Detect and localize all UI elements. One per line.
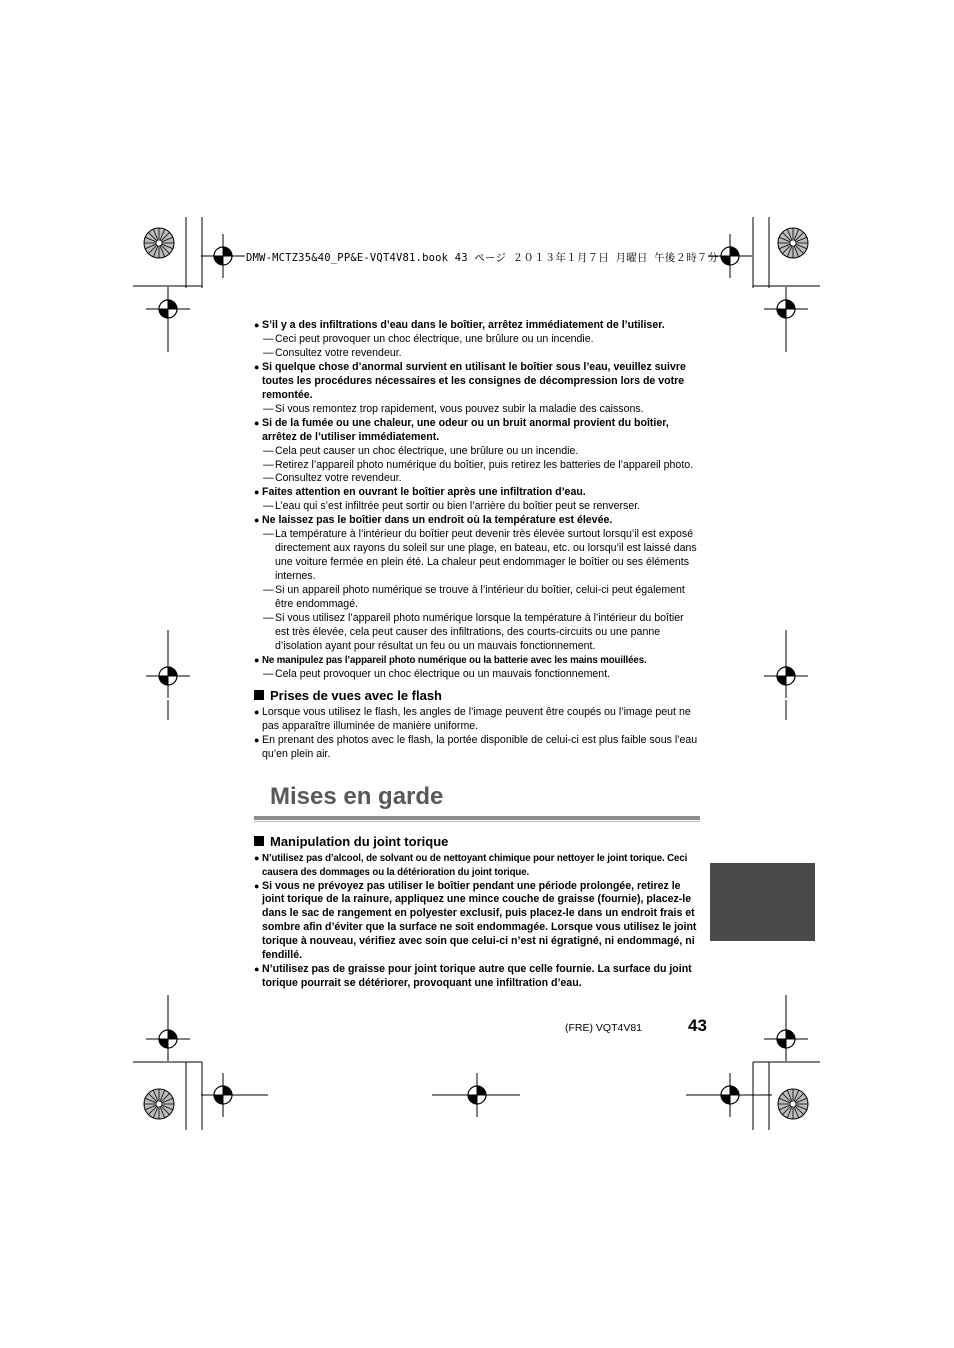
oring-bullet: ● N’utilisez pas d’alcool, de solvant ou de nettoyant chimique pour nettoyer le joint torique. Ceci causera des dommages ou la détérioration du joint torique. [254, 852, 688, 878]
warning-bullet: ● Ne laissez pas le boîtier dans un endroit où la température est élevée. [254, 514, 613, 527]
warning-bullet: ● S’il y a des infiltrations d’eau dans le boîtier, arrêtez immédiatement de l’utiliser. [254, 319, 665, 331]
chapter-tab-block [710, 863, 815, 941]
oring-bullet: ● N’utilisez pas de graisse pour joint torique autre que celle fournie. La surface du joint torique pourrait se détériorer, provoquant une infiltration d’eau. [254, 963, 692, 990]
oring-bullet: ● Si vous ne prévoyez pas utiliser le boîtier pendant une période prolongée, retirez le joint torique de la rainure, appliquez une mince couche de graisse (fournie), placez-le dans le sac de rangement en polyester exclusif, puis placez-le dans un endroit frais et sombre afin d’éviter que la surface ne soit endommagée. Lorsque vous utilisez le joint torique à nouveau, vérifiez avec soin que celui-ci n’est ni égratigné, ni endommagé, ni fendillé. [254, 879, 697, 962]
warning-sub-item: — Si vous remontez trop rapidement, vous pouvez subir la maladie des caissons. [263, 402, 644, 415]
warning-sub-item: — Retirez l’appareil photo numérique du boîtier, puis retirez les batteries de l’appareil photo. [263, 458, 694, 471]
warning-sub-item: — Consultez votre revendeur. [263, 472, 402, 485]
warning-sub-item: — L’eau qui s’est infiltrée peut sortir ou bien l’arrière du boîtier peut se renverser. [263, 500, 641, 513]
section-rule [254, 816, 700, 820]
page-number: 43 [688, 1016, 707, 1035]
flash-bullet: ● Lorsque vous utilisez le flash, les angles de l’image peuvent être coupés ou l’image peut ne pas apparaître illuminée de manière uniforme. [254, 705, 691, 732]
warning-sub-item: — Ceci peut provoquer un choc électrique, une brûlure ou un incendie. [263, 332, 594, 345]
oring-subheading: Manipulation du joint torique [254, 834, 700, 849]
warning-sub-item: — La température à l’intérieur du boîtier peut devenir très élevée surtout lorsqu’il est exposé directement aux rayons du soleil sur une plage, en bateau, etc. ou lorsqu’il est laissé dans une voiture fermée en plein été. La chaleur peut endommager le boîtier ou ses éléments internes. [263, 528, 697, 583]
section-rule-thin [254, 821, 700, 822]
footer-code: (FRE) VQT4V81 [565, 1022, 643, 1034]
flash-bullet: ● En prenant des photos avec le flash, la portée disponible de celui-ci est plus faible sous l’eau qu’en plein air. [254, 733, 698, 760]
warning-sub-item: — Si un appareil photo numérique se trouve à l’intérieur du boîtier, celui-ci peut également être endommagé. [263, 584, 685, 611]
warning-sub-item: — Cela peut causer un choc électrique, une brûlure ou un incendie. [263, 444, 579, 457]
section-title: Mises en garde [270, 782, 444, 810]
square-bullet-icon [254, 690, 264, 700]
square-bullet-icon [254, 836, 264, 846]
warning-sub-item: — Cela peut provoquer un choc électrique ou un mauvais fonctionnement. [263, 667, 611, 680]
warning-sub-item: — Si vous utilisez l’appareil photo numérique lorsque la température à l’intérieur du boîtier est très élevée, cela peut causer des infiltrations, des courts-circuits ou une panne d’isolation ayant pour résultat un feu ou un mauvais fonctionnement. [263, 612, 684, 652]
flash-subheading: Prises de vues avec le flash [254, 688, 700, 703]
warning-bullet: ● Ne manipulez pas l’appareil photo numérique ou la batterie avec les mains mouillées. [254, 654, 647, 666]
print-header-line: DMW-MCTZ35&40_PP&E-VQT4V81.book 43 ページ ２０１３年１月７日 月曜日 午後２時７分 [246, 252, 719, 264]
warning-bullet: ● Si quelque chose d’anormal survient en utilisant le boîtier sous l’eau, veuillez suivre toutes les procédures nécessaires et les consignes de décompression lors de votre remontée. [254, 360, 686, 401]
warning-sub-item: — Consultez votre revendeur. [263, 346, 402, 359]
warning-bullet: ● Faites attention en ouvrant le boîtier après une infiltration d’eau. [254, 486, 586, 499]
page-content [254, 319, 700, 991]
warning-bullet: ● Si de la fumée ou une chaleur, une odeur ou un bruit anormal provient du boîtier, arrêtez de l’utiliser immédiatement. [254, 416, 669, 443]
